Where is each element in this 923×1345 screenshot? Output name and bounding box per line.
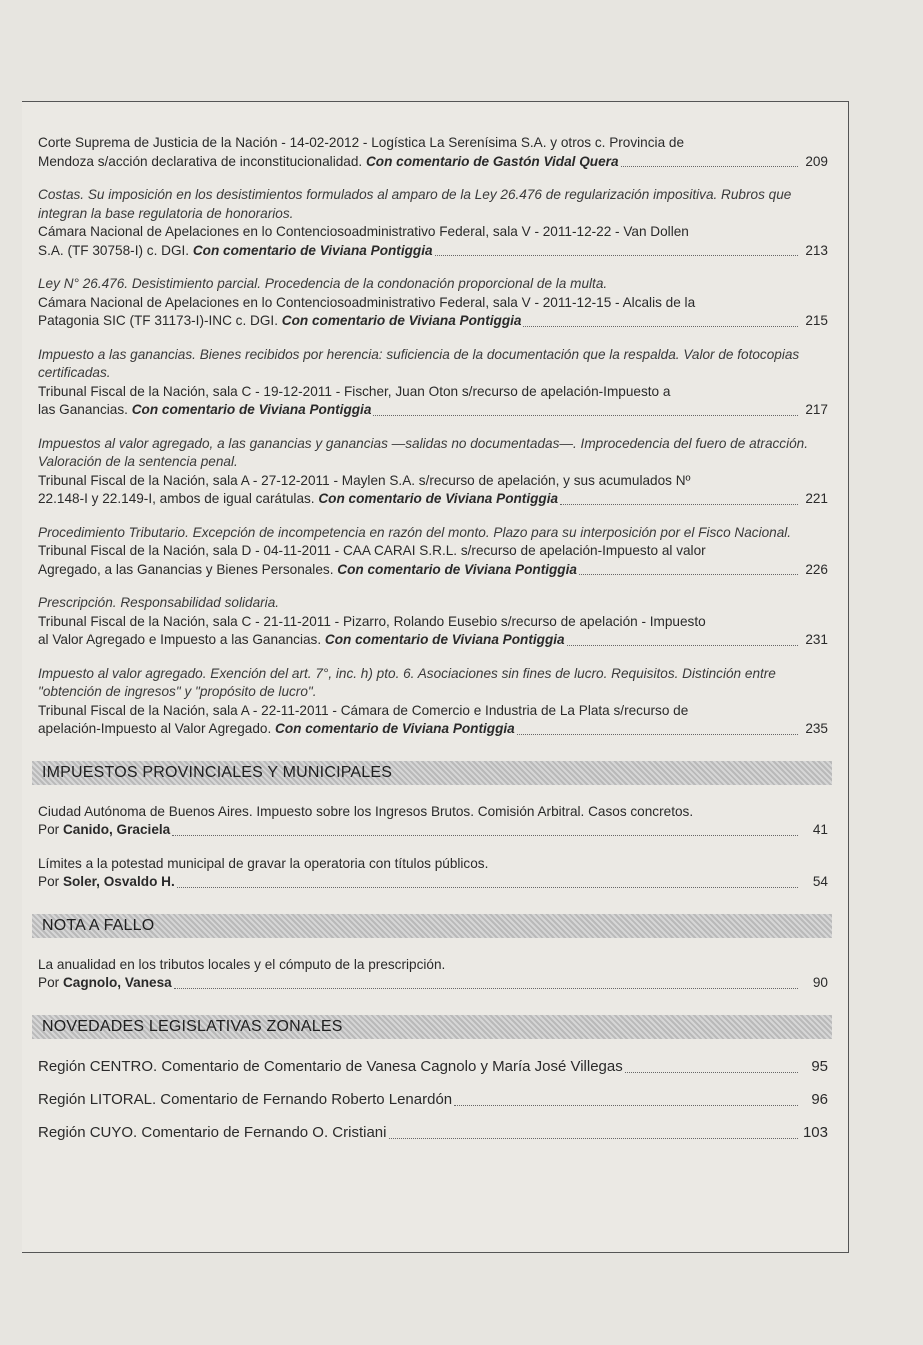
region-entry: Región CENTRO. Comentario de Comentario de Vanesa Cagnolo y María José Villegas [38, 1057, 623, 1075]
region-entry: Región CUYO. Comentario de Fernando O. Cristiani [38, 1123, 387, 1141]
entry-line: Tribunal Fiscal de la Nación, sala A - 22-11-2011 - Cámara de Comercio e Industria de La Plata s/recurso de [38, 702, 689, 718]
entry-line: Corte Suprema de Justicia de la Nación - 14-02-2012 - Logística La Serenísima S.A. y otros c. Provincia de [38, 135, 685, 150]
page-number: 41 [812, 822, 828, 837]
entry-comment: Con comentario de Viviana Pontiggia [275, 721, 515, 736]
entry-line: S.A. (TF 30758-I) c. DGI. [38, 242, 190, 258]
entry-author: Canido, Graciela [62, 822, 171, 837]
section-header: IMPUESTOS PROVINCIALES Y MUNICIPALES [32, 761, 832, 785]
entry-comment: Con comentario de Viviana Pontiggia [324, 632, 565, 647]
entry-topic: Costas. Su imposición en los desistimientos formulados al amparo de la Ley 26.476 de regularización impositiva. Rubros que integran la base regulatoria de honorarios. [38, 187, 792, 221]
toc-entry [38, 855, 828, 892]
page-number: 221 [805, 491, 828, 506]
entry-comment: Con comentario de Viviana Pontiggia [281, 313, 522, 328]
toc-entry [38, 275, 828, 331]
entry-comment: Con comentario de Viviana Pontiggia [337, 561, 577, 577]
entry-topic: Prescripción. Responsabilidad solidaria. [38, 595, 280, 610]
entry-line: 22.148-I y 22.149-I, ambos de igual carátulas. [38, 491, 315, 506]
entry-line: Agregado, a las Ganancias y Bienes Personales. [38, 561, 334, 577]
entry-line: Límites a la potestad municipal de gravar la operatoria con títulos públicos. [38, 855, 489, 871]
entry-comment: Con comentario de Viviana Pontiggia [131, 402, 372, 417]
entry-line: La anualidad en los tributos locales y el cómputo de la prescripción. [38, 956, 446, 972]
leader-dots [389, 1138, 799, 1139]
leader-dots [373, 415, 798, 416]
toc-entry [38, 524, 828, 580]
page-number: 54 [812, 874, 828, 889]
entry-comment: Con comentario de Viviana Pontiggia [318, 491, 559, 506]
page-number: 231 [805, 632, 828, 647]
toc-entry [38, 346, 828, 420]
leader-dots [579, 574, 798, 575]
leader-dots [621, 166, 798, 167]
leader-dots [177, 887, 798, 888]
entry-line: Patagonia SIC (TF 31173-I)-INC c. DGI. [38, 313, 278, 328]
table-of-contents [38, 134, 828, 1156]
by-prefix: Por [38, 822, 60, 837]
toc-entry [38, 594, 828, 650]
entry-topic: Procedimiento Tributario. Excepción de incompetencia en razón del monto. Plazo para su interposición por el Fisco Nacional. [38, 524, 792, 540]
toc-entry [38, 1123, 828, 1143]
entry-line: Cámara Nacional de Apelaciones en lo Contenciosoadministrativo Federal, sala V - 2011-12-15 - Alcalis de la [38, 294, 696, 310]
entry-line: Cámara Nacional de Apelaciones en lo Contenciosoadministrativo Federal, sala V - 2011-12-22 - Van Dollen [38, 224, 689, 239]
page-number: 217 [805, 402, 828, 417]
leader-dots [567, 645, 798, 646]
entry-line: Tribunal Fiscal de la Nación, sala C - 19-12-2011 - Fischer, Juan Oton s/recurso de apelación-Impuesto a [38, 383, 671, 399]
entry-topic: Impuesto al valor agregado. Exención del art. 7°, inc. h) pto. 6. Asociaciones sin fines de lucro. Requisitos. Distinción entre "obtención de ingresos" y "propósito de lucro". [38, 665, 776, 699]
leader-dots [435, 255, 798, 256]
section-header: NOVEDADES LEGISLATIVAS ZONALES [32, 1015, 832, 1039]
page-number: 90 [812, 975, 828, 990]
section-header: NOTA A FALLO [32, 914, 832, 938]
entry-line: Tribunal Fiscal de la Nación, sala D - 04-11-2011 - CAA CARAI S.R.L. s/recurso de apelación-Impuesto al valor [38, 543, 706, 558]
leader-dots [523, 326, 798, 327]
page-number: 103 [802, 1123, 828, 1141]
leader-dots [454, 1105, 798, 1106]
leader-dots [517, 734, 798, 735]
index-page [22, 101, 849, 1253]
entry-topic: Impuestos al valor agregado, a las ganancias y ganancias —salidas no documentadas—. Improcedencia del fuero de atracción. Valoración de la sentencia penal. [38, 435, 809, 469]
entry-author: Cagnolo, Vanesa [62, 975, 172, 990]
entry-line: al Valor Agregado e Impuesto a las Ganancias. [38, 632, 322, 647]
page-number: 226 [805, 561, 828, 577]
entry-author: Soler, Osvaldo H. [62, 874, 175, 889]
leader-dots [174, 988, 798, 989]
page-number: 95 [811, 1057, 828, 1075]
toc-entry [38, 134, 828, 171]
entry-line: Tribunal Fiscal de la Nación, sala A - 27-12-2011 - Maylen S.A. s/recurso de apelación, y sus acumulados Nº [38, 472, 691, 488]
toc-entry [38, 956, 828, 993]
entry-line: Tribunal Fiscal de la Nación, sala C - 21-11-2011 - Pizarro, Rolando Eusebio s/recurso de apelación - Impuesto [38, 613, 706, 629]
entry-topic: Impuesto a las ganancias. Bienes recibidos por herencia: suficiencia de la documentación que la respalda. Valor de fotocopias certificadas. [38, 346, 800, 380]
toc-entry [38, 803, 828, 840]
page-number: 213 [805, 242, 828, 258]
entry-line: las Ganancias. [38, 402, 128, 417]
entry-comment: Con comentario de Gastón Vidal Quera [365, 153, 619, 169]
region-entry: Región LITORAL. Comentario de Fernando Roberto Lenardón [38, 1090, 453, 1108]
toc-entry [38, 435, 828, 509]
by-prefix: Por [38, 975, 60, 990]
leader-dots [625, 1072, 798, 1073]
page-number: 215 [805, 313, 828, 328]
leader-dots [172, 835, 798, 836]
leader-dots [560, 504, 798, 505]
entry-topic: Ley N° 26.476. Desistimiento parcial. Procedencia de la condonación proporcional de la multa. [38, 276, 608, 291]
toc-entry [38, 1057, 828, 1077]
toc-entry [38, 665, 828, 739]
page-number: 209 [805, 153, 828, 169]
entry-line: Mendoza s/acción declarativa de inconstitucionalidad. [38, 153, 363, 169]
page-number: 96 [811, 1090, 828, 1108]
page-number: 235 [805, 721, 828, 736]
by-prefix: Por [38, 874, 60, 889]
entry-comment: Con comentario de Viviana Pontiggia [192, 242, 433, 258]
toc-entry [38, 1090, 828, 1110]
entry-line: apelación-Impuesto al Valor Agregado. [38, 721, 272, 736]
toc-entry [38, 186, 828, 260]
entry-line: Ciudad Autónoma de Buenos Aires. Impuesto sobre los Ingresos Brutos. Comisión Arbitral. Casos concretos. [38, 803, 694, 819]
